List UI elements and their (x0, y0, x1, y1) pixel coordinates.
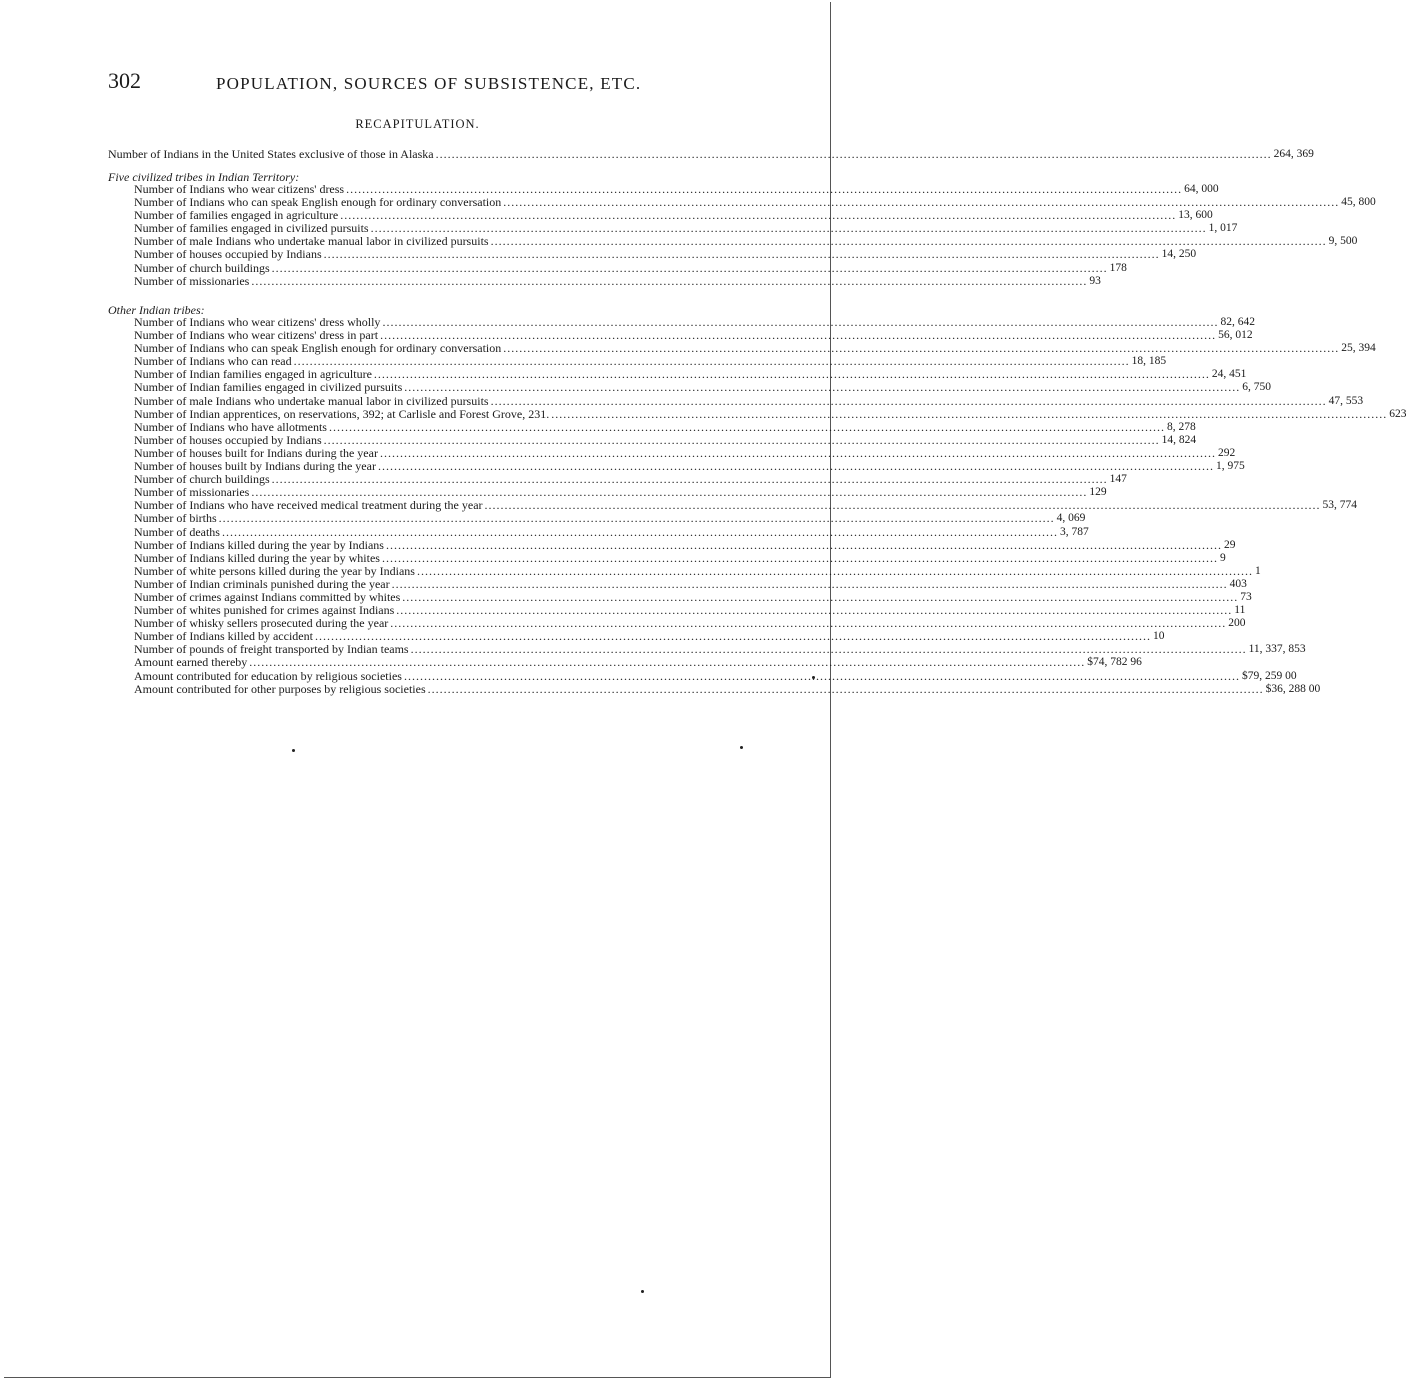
table-row (108, 668, 1297, 683)
leader-dots (436, 146, 1272, 162)
row-value: 200 (1228, 617, 1246, 630)
row-label: Number of whites punished for crimes against Indians (134, 603, 395, 618)
row-value: 4, 069 (1056, 512, 1086, 525)
row-label: Number of whisky sellers prosecuted during the year (134, 616, 389, 631)
total-label: Number of Indians in the United States exclusive of those in Alaska (108, 147, 434, 161)
row-label: Number of missionaries (134, 273, 250, 288)
leader-dots (386, 539, 1222, 552)
row-value: 56, 012 (1218, 329, 1253, 342)
row-label: Number of Indian families engaged in civilized pursuits (134, 380, 403, 395)
row-label: Number of Indians who wear citizens' dress in part (134, 328, 379, 343)
row-label: Number of Indians who can read (134, 354, 292, 369)
leader-dots (272, 262, 1108, 275)
row-value: $79, 259 00 (1241, 669, 1297, 682)
row-label: Number of pounds of freight transported by Indian teams (134, 642, 409, 657)
row-label: Number of missionaries (134, 485, 250, 500)
row-label: Number of Indian criminals punished during the year (134, 576, 390, 591)
row-value: 82, 642 (1220, 316, 1255, 328)
row-value: 129 (1089, 486, 1107, 499)
other-tribes-section (108, 303, 1406, 696)
row-label: Number of white persons killed during the year by Indians (134, 563, 415, 578)
leader-dots (222, 526, 1058, 539)
table-row (108, 419, 1196, 434)
leader-dots (404, 670, 1240, 683)
table-row (108, 393, 1364, 408)
row-value: 53, 774 (1322, 499, 1358, 512)
row-value: 623 (1389, 407, 1406, 420)
row-label: Number of deaths (134, 524, 220, 539)
leader-dots (417, 565, 1253, 578)
row-label: Number of families engaged in agriculture (134, 208, 339, 223)
print-speck (641, 1290, 644, 1293)
table-row (108, 563, 1261, 578)
table-row (108, 432, 1197, 447)
leader-dots (551, 408, 1387, 421)
row-label: Amount contributed for education by religious societies (134, 668, 402, 683)
row-label: Number of church buildings (134, 472, 270, 487)
table-row (108, 511, 1086, 526)
leader-dots (404, 381, 1240, 394)
row-label: Number of Indians killed by accident (134, 629, 313, 644)
row-label: Number of crimes against Indians committed by whites (134, 589, 401, 604)
row-label: Number of births (134, 511, 217, 526)
row-value: 292 (1217, 446, 1236, 459)
row-label: Number of Indian apprentices, on reservations, 392; at Carlisle and Forest Grove, 231. (134, 406, 550, 421)
table-row (108, 247, 1197, 262)
row-value: 10 (1152, 630, 1165, 643)
table-row (108, 273, 1101, 288)
row-value: 1 (1254, 564, 1261, 577)
row-value: 1, 975 (1215, 460, 1245, 473)
row-value: 29 (1223, 538, 1236, 551)
row-label: Number of church buildings (134, 260, 270, 275)
row-value: 1, 017 (1208, 222, 1238, 235)
row-value: 6, 750 (1242, 381, 1272, 394)
row-label: Amount contributed for other purposes by religious societies (134, 681, 426, 696)
row-value: 73 (1240, 590, 1252, 603)
row-value: 8, 278 (1166, 420, 1196, 433)
table-row (108, 681, 1321, 696)
other-tribes-rows (108, 315, 1406, 696)
row-label: Number of Indian families engaged in agriculture (134, 367, 372, 382)
row-label: Number of Indians who have received medical treatment during the year (134, 498, 483, 513)
row-value: 18, 185 (1131, 355, 1167, 368)
row-value: 25, 394 (1341, 342, 1376, 355)
page-number: 302 (108, 68, 141, 93)
row-value: 3, 787 (1059, 525, 1089, 538)
five-civilized-rows (108, 182, 1376, 288)
total-value: 264, 369 (1273, 148, 1314, 160)
row-value: 11, 337, 853 (1248, 643, 1306, 656)
leader-dots (324, 248, 1160, 261)
table-row (108, 576, 1247, 591)
row-label: Amount earned thereby (134, 655, 248, 670)
row-value: 47, 553 (1328, 394, 1364, 407)
row-label: Number of male Indians who undertake manual labor in civilized pursuits (134, 234, 489, 249)
row-label: Number of Indians killed during the year by Indians (134, 537, 384, 552)
row-label: Number of Indians who wear citizens' dress (134, 182, 345, 196)
leader-dots (392, 578, 1228, 591)
row-value: 14, 250 (1161, 248, 1197, 261)
row-value: 24, 451 (1211, 368, 1247, 381)
table-row (108, 537, 1236, 552)
five-civilized-tribes-section (108, 170, 1376, 288)
row-value: $36, 288 00 (1265, 682, 1321, 695)
row-value: 9, 500 (1328, 235, 1358, 248)
table-row (108, 524, 1089, 539)
table-row (108, 550, 1226, 565)
page-header (108, 68, 808, 102)
running-head: POPULATION, SOURCES OF SUBSISTENCE, ETC. (216, 74, 642, 93)
row-value: 9 (1219, 551, 1226, 564)
leader-dots (329, 421, 1165, 434)
row-value: 13, 600 (1178, 209, 1213, 222)
row-value: $74, 782 96 (1087, 656, 1142, 669)
row-label: Number of Indians who have allotments (134, 419, 327, 434)
row-value: 403 (1229, 577, 1247, 590)
table-row (108, 260, 1127, 275)
row-value: 11 (1234, 604, 1246, 617)
print-speck (812, 676, 815, 679)
five-civilized-heading: Five civilized tribes in Indian Territory: (108, 170, 300, 184)
leader-dots (249, 656, 1085, 669)
leader-dots (382, 552, 1218, 565)
leader-dots (324, 434, 1160, 447)
row-label: Number of Indians killed during the year by whites (134, 550, 380, 565)
print-speck (740, 746, 743, 749)
row-label: Number of houses built for Indians during the year (134, 445, 378, 460)
row-label: Number of Indians who can speak English enough for ordinary conversation (134, 341, 502, 356)
row-label: Number of houses occupied by Indians (134, 247, 322, 262)
leader-dots (428, 683, 1264, 696)
print-speck (292, 749, 295, 752)
table-row (108, 380, 1272, 395)
leader-dots (491, 395, 1327, 408)
row-label: Number of Indians who wear citizens' dress wholly (134, 315, 381, 329)
leader-dots (251, 275, 1087, 288)
row-value: 147 (1109, 473, 1127, 486)
row-value: 45, 800 (1341, 196, 1376, 209)
row-label: Number of houses built by Indians during the year (134, 459, 376, 474)
table-row (108, 655, 1142, 670)
total-population-line (108, 146, 1314, 162)
row-label: Number of Indians who can speak English enough for ordinary conversation (134, 195, 502, 210)
row-value: 14, 824 (1161, 433, 1197, 446)
row-value: 64, 000 (1184, 183, 1219, 195)
row-label: Number of families engaged in civilized pursuits (134, 221, 369, 236)
leader-dots (219, 512, 1055, 525)
row-value: 93 (1089, 274, 1101, 287)
table-row (108, 406, 1406, 421)
section-title: RECAPITULATION. (355, 117, 480, 131)
other-tribes-heading: Other Indian tribes: (108, 303, 205, 317)
total-row (108, 146, 1314, 162)
row-value: 178 (1109, 261, 1127, 274)
row-label: Number of houses occupied by Indians (134, 432, 322, 447)
row-label: Number of male Indians who undertake manual labor in civilized pursuits (134, 393, 489, 408)
